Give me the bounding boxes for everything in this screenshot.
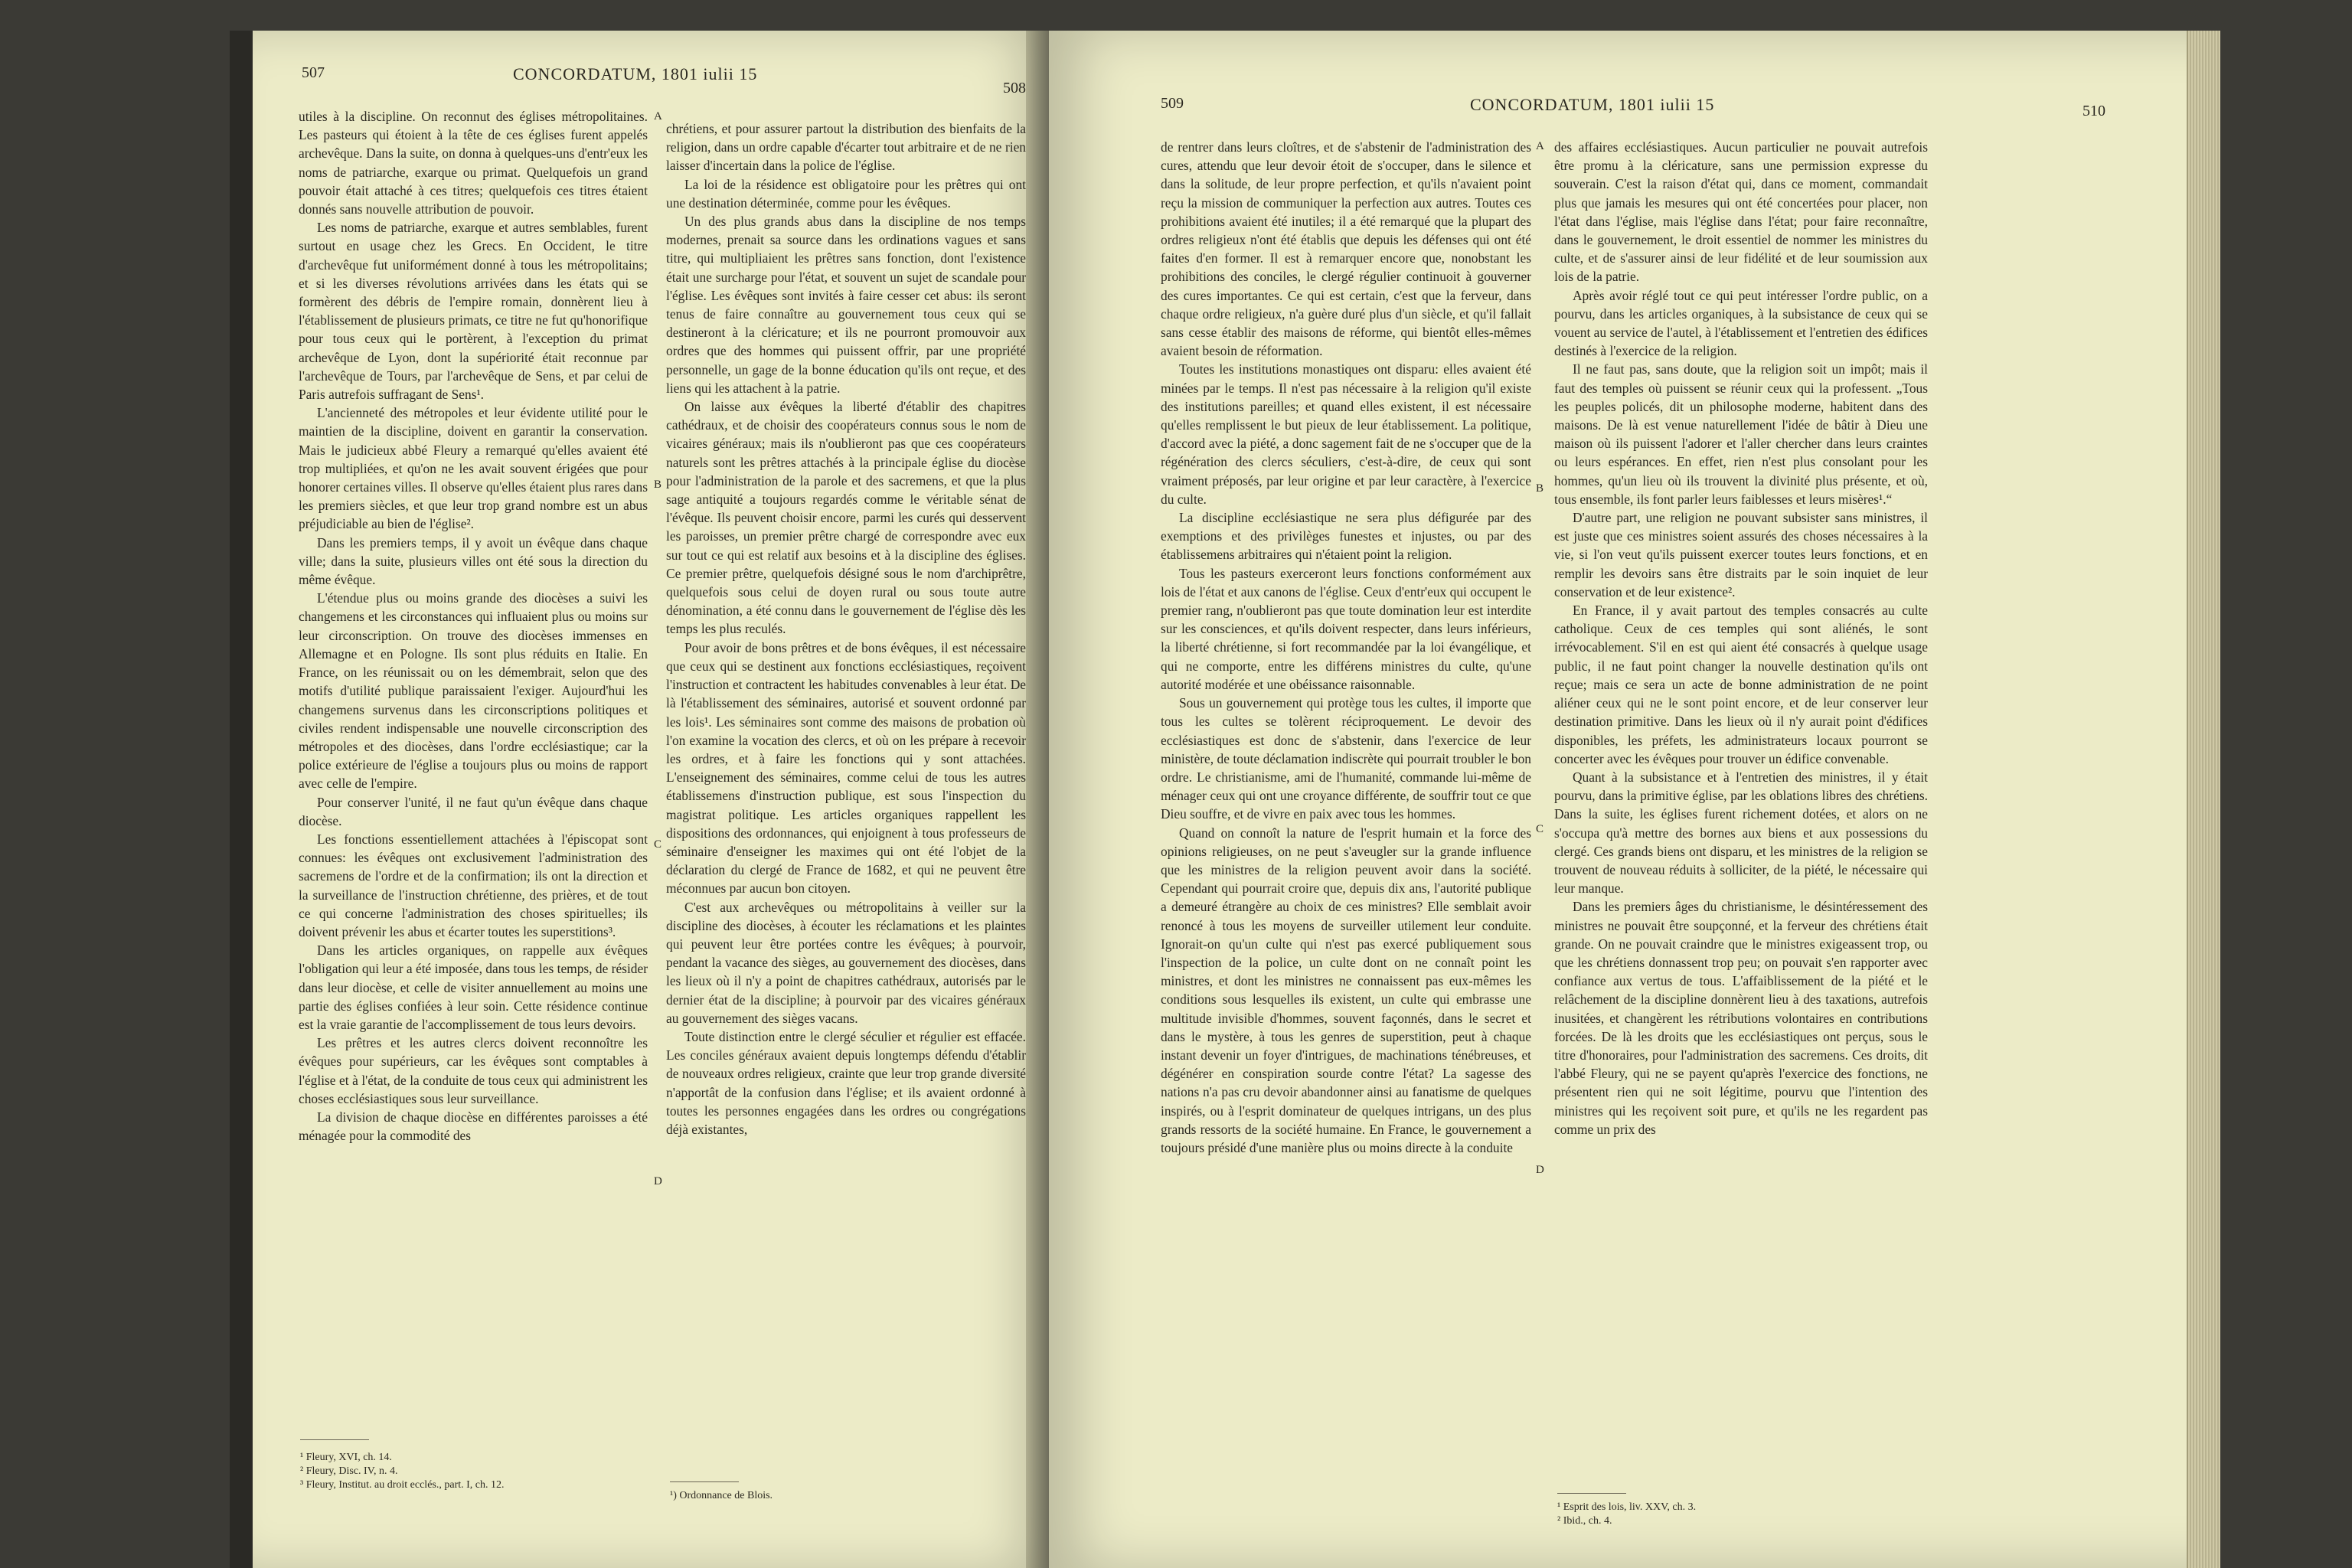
running-head-right: CONCORDATUM, 1801 iulii 15	[1470, 95, 1715, 114]
paragraph: Dans les premiers temps, il y avoit un évêque dans chaque ville; dans la suite, plusieurs villes ont été sous la direction du même évêque.	[299, 534, 648, 588]
paragraph: Pour avoir de bons prêtres et de bons évêques, il est nécessaire que ceux qui se destinent aux fonctions ecclésiastiques, reçoivent l'instruction et contractent les habitudes convenables à leur état. De là l'établissement des séminaires, autorisé et souvent ordonné par les lois¹. Les séminaires sont comme des maisons de probation où l'on examine la vocation des clercs, et où on les prépare à recevoir les ordres, et à faire les fonctions qui y sont attachées. L'enseignement des séminaires, comme celui de tous les autres établissemens d'instruction publique, est sous l'inspection du magistrat politique. Les articles organiques rappellent les dispositions des ordonnances, qui enjoignent à tous professeurs de séminaire d'enseigner les maximes qui ont été l'objet de la déclaration du clergé de France de 1682, et qui ne peuvent être méconnues par aucun bon citoyen.	[666, 639, 1026, 897]
column-510	[1554, 138, 1928, 1138]
footnotes-507	[300, 1451, 645, 1492]
paragraph: de rentrer dans leurs cloîtres, et de s'abstenir de l'administration des cures, attendu que leur devoir étoit de s'occuper, dans le silence et dans la solitude, de leur propre perfection, et qu'ils n'avaient point reçu la mission de communiquer la perfection aux autres. Toutes ces prohibitions avaient été inutiles; il a été remarqué que la plupart des ordres religieux n'ont été établis que depuis les défenses qui ont été faites d'en former. Il est à remarquer encore que, nonobstant les prohibitions des conciles, le clergé régulier continuoit à gouverner des cures importantes. Ce qui est certain, c'est que la ferveur, dans chaque ordre religieux, n'a guère duré plus d'un siècle, et qu'il fallait sans cesse établir des maisons de réforme, qui bientôt elles-mêmes avaient besoin de réformation.	[1161, 139, 1531, 359]
paragraph: Dans les premiers âges du christianisme, le désintéressement des ministres ne pouvait être soupçonné, et la ferveur des chrétiens était grande. On ne pouvait craindre que le ministres exigeassent trop, ou que les chrétiens donnassent trop peu; on pouvait s'en rapporter avec confiance aux vertus de tous. L'affaiblissement de la piété et le relâchement de la discipline donnèrent lieu à des taxations, autrefois inusitées, et changèrent les rétributions volontaires en contributions forcées. De là les droits que les ecclésiastiques ont perçus, sous le titre d'honoraires, pour l'administration des sacremens. Ces droits, dit l'abbé Fleury, qui ne se payent qu'après l'exercice des fonctions, ne présentent rien qui ne soit légitime, pourvu que l'intention des ministres qui les reçoivent soit pure, et qu'ils ne les regardent pas comme un prix des	[1554, 899, 1928, 1137]
footnote: ² Fleury, Disc. IV, n. 4.	[300, 1465, 398, 1477]
footnote-rule	[300, 1439, 369, 1440]
paragraph: des affaires ecclésiastiques. Aucun particulier ne pouvait autrefois être promu à la cléricature, sans une permission expresse du souverain. C'est la raison d'état qui, dans ce moment, commandait plus que jamais les mesures qui ont été concertées pour placer, non l'état dans l'église, mais l'église dans l'état; pour faire reconnaître, dans le gouvernement, le droit essentiel de nommer les ministres du culte, et de s'assurer ainsi de leur fidélité et de leur soumission aux lois de la patrie.	[1554, 139, 1928, 285]
section-marker-b: B	[1536, 482, 1544, 495]
paragraph: C'est aux archevêques ou métropolitains à veiller sur la discipline des diocèses, à écouter les réclamations et les plaintes qui peuvent leur être portées contre les évêques; à pourvoir, pendant la vacance des sièges, au gouvernement des diocèses, dans les lieux où il n'y a point de chapitres cathédraux, autorisés par le dernier état de la discipline; à pourvoir par des vicaires généraux au gouvernement des sièges vacans.	[666, 899, 1026, 1026]
paragraph: Pour conserver l'unité, il ne faut qu'un évêque dans chaque diocèse.	[299, 794, 648, 828]
paragraph: Les noms de patriarche, exarque et autres semblables, furent surtout en usage chez les Grecs. En Occident, le titre d'archevêque fut uniformément donné à tous les métropolitains; et si les diverses révolutions arrivées dans les états qui se formèrent des débris de l'empire romain, donnèrent lieu à l'établissement de plusieurs primats, ce titre ne fut qu'honorifique pour tous ceux qui le portèrent, à l'exception du primat archevêque de Lyon, dont la supériorité était reconnue par l'archevêque de Tours, par l'archevêque de Sens, et par celui de Paris autrefois suffragant de Sens¹.	[299, 220, 648, 403]
paragraph: La loi de la résidence est obligatoire pour les prêtres qui ont une destination déterminée, comme pour les évêques.	[666, 176, 1026, 211]
paragraph: On laisse aux évêques la liberté d'établir des chapitres cathédraux, et de choisir des coopérateurs connus sous le nom de vicaires généraux; mais ils n'oublieront pas que ces coopérateurs naturels sont les prêtres attachés à la principale église du diocèse pour l'administration de la parole et des sacremens, et que la plus sage antiquité a toujours regardés comme le véritable sénat de l'évêque. Ils peuvent choisir encore, parmi les curés qui desservent les paroisses, un premier prêtre chargé de correspondre avec eux sur tout ce qui est relatif aux besoins et à la discipline des églises. Ce premier prêtre, quelquefois désigné sous le nom d'archiprêtre, quelquefois sous celui de doyen rural ou sous toute autre dénomination, a été connu dans le gouvernement de l'église dès les temps les plus reculés.	[666, 399, 1026, 637]
footnote: ³ Fleury, Institut. au droit ecclés., part. I, ch. 12.	[300, 1479, 505, 1491]
page-edges	[2187, 31, 2220, 1568]
open-book	[230, 31, 2251, 1568]
right-page	[1049, 31, 2220, 1568]
paragraph: Les prêtres et les autres clercs doivent reconnoître les évêques pour supérieurs, car les évêques sont comptables à l'église et à l'état, de la conduite de tous ceux qui administrent les choses ecclésiastiques sous leur surveillance.	[299, 1035, 648, 1106]
section-marker-a: A	[1536, 140, 1544, 152]
background-strip	[230, 31, 253, 1568]
paragraph: Un des plus grands abus dans la discipline de nos temps modernes, prenait sa source dans les ordinations vagues et sans titre, qui multipliaient les prêtres sans fonction, dont l'existence était une surcharge pour l'état, et souvent un sujet de scandale pour l'église. Les évêques sont invités à faire cesser cet abus: ils seront tenus de faire connaître au gouvernement tous ceux qui se destineront à la cléricature; et ils ne pourront promouvoir aux ordres que des hommes qui puissent offrir, par une propriété personnelle, un gage de la bonne éducation qu'ils ont reçue, et des liens qui les attachent à la patrie.	[666, 214, 1026, 396]
footnotes-510	[1557, 1501, 1917, 1528]
paragraph: Tous les pasteurs exerceront leurs fonctions conformément aux lois de l'état et aux canons de l'église. Ceux d'entr'eux qui occupent le premier rang, n'oublieront pas que toute domination leur est interdite sur les consciences, et qu'ils doivent respecter, dans leurs inférieurs, la liberté chrétienne, si fort recommandée par la loi évangélique, et qui ne comporte, entre les différens ministres du culte, qu'une autorité modérée et une obéissance raisonnable.	[1161, 565, 1531, 692]
paragraph: Les fonctions essentiellement attachées à l'épiscopat sont connues: les évêques ont exclusivement l'administration des sacremens de l'ordre et de la confirmation; ils ont la direction et la surveillance de l'instruction chrétienne, des prières, et de tout ce qui concerne l'administration des choses spirituelles; ils doivent prévenir les abus et écarter toutes les superstitions³.	[299, 831, 648, 939]
page-number-508: 508	[1003, 80, 1026, 96]
paragraph: L'étendue plus ou moins grande des diocèses a suivi les changemens et les circonstances qui influaient plus ou moins sur leur circonscription. On trouve des diocèses immenses en Allemagne et en Pologne. Ils sont plus réduits en Italie. En France, on les réunissait ou on les démembrait, selon que des motifs d'utilité publique paraissaient l'exiger. Aujourd'hui les changemens survenus dans les circonscriptions politiques et civiles rendent indispensable une nouvelle circonscription des métropoles et des diocèses, dans l'ordre ecclésiastique; car la police extérieure de l'église a toujours plus ou moins de rapport avec celle de l'empire.	[299, 590, 648, 792]
footnote: ² Ibid., ch. 4.	[1557, 1515, 1612, 1527]
column-508	[666, 119, 1026, 1138]
running-head-left: CONCORDATUM, 1801 iulii 15	[513, 64, 758, 83]
section-marker-d: D	[1536, 1164, 1544, 1176]
footnote-rule	[1557, 1493, 1626, 1494]
footnotes-508	[670, 1489, 1014, 1503]
page-number-507: 507	[302, 64, 325, 81]
section-marker-a: A	[654, 110, 662, 122]
paragraph: Il ne faut pas, sans doute, que la religion soit un impôt; mais il faut des temples où puissent se réunir ceux qui la professent. „Tous les peuples policés, dit un philosophe moderne, habitent dans des maisons. De là est venue naturellement l'idée de bâtir à Dieu une maison où ils puissent l'adorer et l'aller chercher dans leurs craintes ou leurs espérances. En effet, rien n'est plus consolant pour les hommes, qu'un lieu où ils trouvent la divinité plus présente, et où, tous ensemble, ils font parler leurs faiblesses et leurs misères¹.“	[1554, 361, 1928, 507]
paragraph: Sous un gouvernement qui protège tous les cultes, il importe que tous les cultes se tolèrent réciproquement. Le devoir des ecclésiastiques est donc de s'abstenir, dans l'exercice de leur ministère, de toute déclamation indiscrète qui pourrait troubler le bon ordre. Le christianisme, ami de l'humanité, commande lui-même de ménager ceux qui ont une croyance différente, de souffrir tout ce que Dieu souffre, et de vivre en paix avec tous les hommes.	[1161, 695, 1531, 822]
page-number-509: 509	[1161, 95, 1184, 112]
paragraph: Dans les articles organiques, on rappelle aux évêques l'obligation qui leur a été imposée, dans tous les temps, de résider dans leur diocèse, et celle de visiter annuellement au moins une partie des églises confiées à leur soin. Cette résidence continue est la vraie garantie de l'accomplissement de tous leurs devoirs.	[299, 942, 648, 1032]
section-marker-c: C	[654, 838, 662, 851]
column-509	[1161, 138, 1531, 1157]
footnote-rule	[670, 1481, 739, 1482]
section-marker-b: B	[654, 479, 662, 491]
paragraph: Toutes les institutions monastiques ont disparu: elles avaient été minées par le temps. Il n'est pas nécessaire à la religion qu'il existe des institutions pareilles; et quand elles existent, il est nécessaire qu'elles remplissent le but pieux de leur établissement. La politique, d'accord avec la piété, a donc sagement fait de ne s'occuper que de la régénération des clercs séculiers, c'est-à-dire, de ceux qui sont vraiment préposés, par leur origine et par leur caractère, à l'exercice du culte.	[1161, 361, 1531, 507]
paragraph: D'autre part, une religion ne pouvant subsister sans ministres, il est juste que ces ministres soient assurés des choses nécessaires à la vie, si l'on veut qu'ils puissent exercer toutes leurs fonctions, et en remplir les devoirs sans être distraits par le soin inquiet de leur conservation et de leur existence².	[1554, 510, 1928, 599]
paragraph: Quant à la subsistance et à l'entretien des ministres, il y était pourvu, dans la primitive église, par les oblations libres des chrétiens. Dans la suite, les églises furent richement dotées, et alors on ne s'occupa qu'à mettre des bornes aux biens et aux possessions du clergé. Ces grands biens ont disparu, et les ministres de la religion se trouvent de nouveau réduits à solliciter, de la piété, le nécessaire qui leur manque.	[1554, 769, 1928, 897]
paragraph: Toute distinction entre le clergé séculier et régulier est effacée. Les conciles généraux avaient depuis longtemps défendu d'établir de nouveaux ordres religieux, crainte que leur trop grande diversité n'apportât de la confusion dans l'église; et ils avaient ordonné à toutes les personnes engagées dans les ordres ou congrégations déjà existantes,	[666, 1028, 1026, 1137]
paragraph: Quand on connoît la nature de l'esprit humain et la force des opinions religieuses, on ne peut s'aveugler sur la grande influence que les ministres de la religion peuvent avoir dans la société. Cependant qui pourrait croire que, depuis dix ans, l'autorité publique a demeuré étrangère au choix de ces ministres? Elle semblait avoir renoncé à tous les moyens de surveiller utilement leur conduite. Ignorait-on qu'un culte qui n'est pas exercé publiquement sous l'inspection de la police, un culte dont on ne connaît point les ministres, et dont les ministres ne connaissent pas eux-mêmes les conditions sous lesquelles ils existent, un culte qui embrasse une multitude invisible d'hommes, souvent façonnés, dans le secret et dans le mystère, à tous les genres de superstition, peut à chaque instant devenir un foyer d'intrigues, de machinations ténébreuses, et dégénérer en conspiration sourde contre l'état? La sagesse des nations n'a pas cru devoir abandonner ainsi au fanatisme de quelques inspirés, ou à l'esprit dominateur de quelques intrigans, un des plus grands ressorts de la société humaine. En France, le gouvernement a toujours présidé d'une manière plus ou moins directe à la conduite	[1161, 825, 1531, 1155]
paragraph: Après avoir réglé tout ce qui peut intéresser l'ordre public, on a pourvu, dans les articles organiques, à la subsistance de ceux qui se vouent au service de l'autel, à l'établissement et l'entretien des édifices destinés à l'exercice de la religion.	[1554, 287, 1928, 359]
section-marker-d: D	[654, 1175, 662, 1187]
paragraph: La division de chaque diocèse en différentes paroisses a été ménagée pour la commodité des	[299, 1109, 648, 1144]
paragraph: L'ancienneté des métropoles et leur évidente utilité pour le maintien de la discipline, doivent en garantir la conservation. Mais le judicieux abbé Fleury a remarqué qu'elles avaient été trop multipliées, et qu'on ne les avait souvent érigées que pour honorer certaines villes. Il observe qu'elles étaient plus rares dans les premiers siècles, et que leur trop grand nombre est un abus préjudiciable au bien de l'église².	[299, 405, 648, 532]
page-number-510: 510	[2082, 103, 2105, 119]
section-marker-c: C	[1536, 823, 1544, 835]
footnote: ¹ Esprit des lois, liv. XXV, ch. 3.	[1557, 1501, 1697, 1513]
paragraph: utiles à la discipline. On reconnut des églises métropolitaines. Les pasteurs qui étoient à la tête de ces églises furent appelés archevêque. Dans la suite, on donna à quelques-uns d'entr'eux les noms de patriarche, exarque ou primat. Quelquefois un grand pouvoir était attaché à ces titres; quelquefois ces titres étaient donnés sans nouvelle attribution de pouvoir.	[299, 109, 648, 217]
paragraph: La discipline ecclésiastique ne sera plus défigurée par des exemptions et des privilèges funestes et injustes, ou par des établissemens arbitraires qui n'étaient point la religion.	[1161, 510, 1531, 563]
footnote: ¹) Ordonnance de Blois.	[670, 1490, 773, 1501]
paragraph: chrétiens, et pour assurer partout la distribution des bienfaits de la religion, dans un ordre capable d'écarter tout arbitraire et de ne rien laisser d'incertain dans la police de l'église.	[666, 121, 1026, 174]
column-507	[299, 107, 648, 1145]
paragraph: En France, il y avait partout des temples consacrés au culte catholique. Ceux de ces temples qui sont aliénés, le sont irrévocablement. S'il en est qui aient été consacrés à quelque usage public, il ne faut point changer la nouvelle destination qu'ils ont reçue; mais ce sera un acte de bonne administration de ne point aliéner ceux qui ne le sont point encore, et de leur conserver leur destination primitive. Dans les lieux où il n'y aurait point d'édifices disponibles, les préfets, les administrateurs locaux pourront se concerter avec les évêques pour trouver un édifice convenable.	[1554, 603, 1928, 766]
footnote: ¹ Fleury, XVI, ch. 14.	[300, 1452, 392, 1463]
left-page	[253, 31, 1049, 1568]
